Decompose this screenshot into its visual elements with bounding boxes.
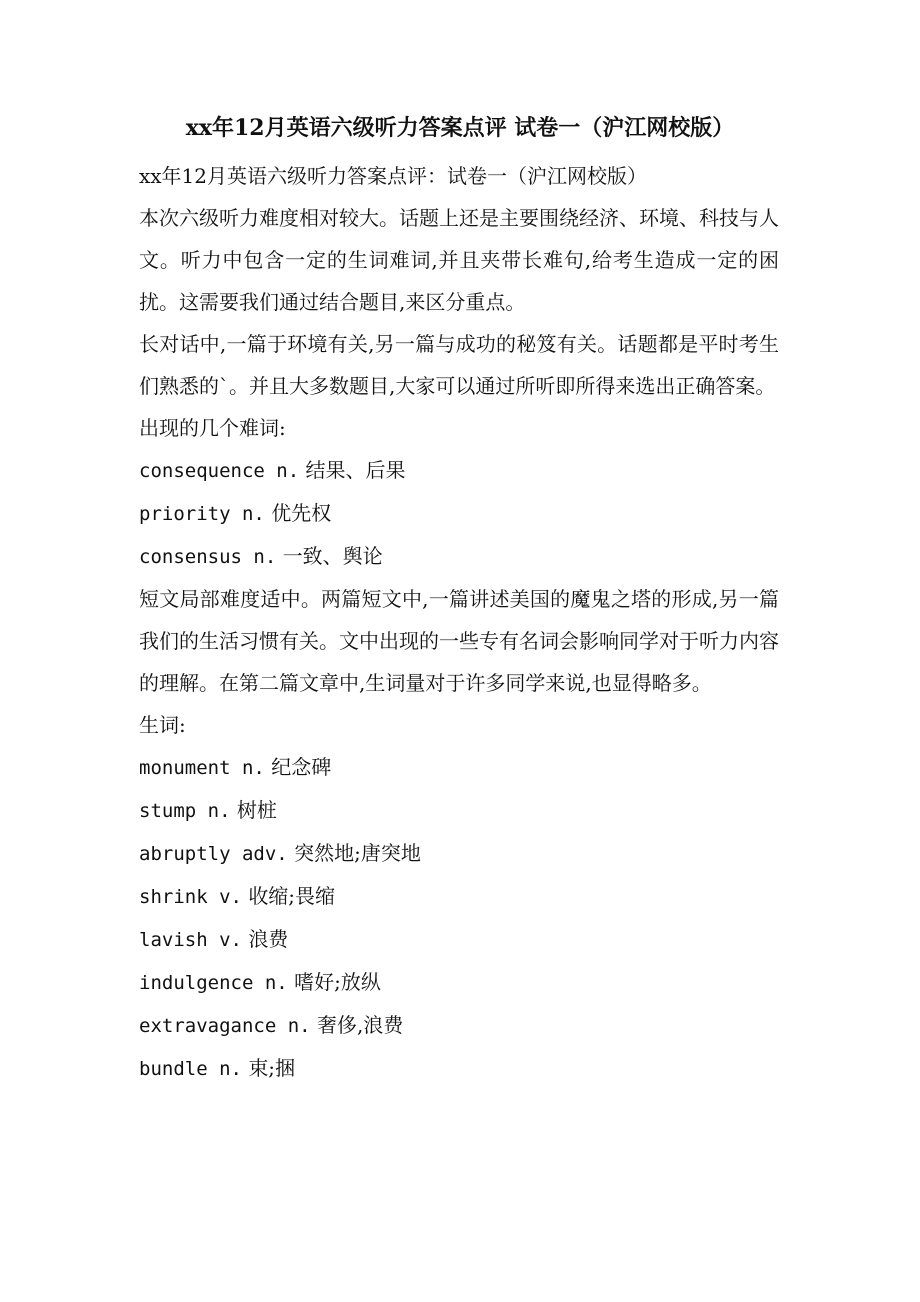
vocab-item — [139, 875, 779, 918]
vocab-item — [139, 746, 779, 789]
vocab-meaning: 一致、舆论 — [282, 544, 383, 568]
vocab-term: monument n. — [139, 757, 265, 779]
vocab-meaning: 结果、后果 — [305, 458, 406, 482]
vocab-item — [139, 832, 779, 875]
new-words-list — [139, 746, 779, 1090]
vocab-term: shrink v. — [139, 886, 242, 908]
vocab-meaning: 束;捆 — [248, 1056, 296, 1080]
long-dialogue-paragraph: 长对话中,一篇于环境有关,另一篇与成功的秘笈有关。话题都是平时考生们熟悉的`。并且大多数题目,大家可以通过所听即所得来选出正确答案。 — [139, 332, 779, 398]
vocab-item — [139, 1047, 779, 1090]
vocab-meaning: 收缩;畏缩 — [248, 884, 336, 908]
vocab-term: abruptly adv. — [139, 843, 288, 865]
vocab-meaning: 奢侈,浪费 — [316, 1013, 404, 1037]
vocab-meaning: 树桩 — [236, 798, 277, 822]
vocab-term: extravagance n. — [139, 1015, 311, 1037]
vocab-term: indulgence n. — [139, 972, 288, 994]
intro-paragraph: 本次六级听力难度相对较大。话题上还是主要围绕经济、环境、科技与人文。听力中包含一定的生词难词,并且夹带长难句,给考生造成一定的困扰。这需要我们通过结合题目,来区分重点。 — [139, 206, 779, 314]
new-words-heading: 生词: — [139, 713, 186, 737]
document-body — [139, 155, 779, 1090]
vocab-term: consequence n. — [139, 460, 300, 482]
vocab-item — [139, 492, 779, 535]
vocab-meaning: 浪费 — [248, 927, 289, 951]
document-subtitle: xx年12月英语六级听力答案点评：试卷一（沪江网校版） — [139, 164, 648, 188]
difficult-words-heading: 出现的几个难词: — [139, 416, 286, 440]
short-passage-paragraph: 短文局部难度适中。两篇短文中,一篇讲述美国的魔鬼之塔的形成,另一篇我们的生活习惯有关。文中出现的一些专有名词会影响同学对于听力内容的理解。在第二篇文章中,生词量对于许多同学来说,也显得略多。 — [139, 587, 779, 695]
vocab-meaning: 嗜好;放纵 — [294, 970, 381, 994]
vocab-item — [139, 449, 779, 492]
vocab-meaning: 纪念碑 — [271, 755, 332, 779]
difficult-words-list — [139, 449, 779, 578]
vocab-term: consensus n. — [139, 546, 277, 568]
vocab-meaning: 突然地;唐突地 — [294, 841, 421, 865]
vocab-item — [139, 535, 779, 578]
vocab-term: priority n. — [139, 503, 265, 525]
vocab-item — [139, 961, 779, 1004]
vocab-meaning: 优先权 — [271, 501, 332, 525]
vocab-item — [139, 789, 779, 832]
document-title: xx年12月英语六级听力答案点评 试卷一（沪江网校版） — [185, 115, 735, 141]
vocab-term: lavish v. — [139, 929, 242, 951]
vocab-item — [139, 918, 779, 961]
vocab-item — [139, 1004, 779, 1047]
vocab-term: stump n. — [139, 800, 231, 822]
vocab-term: bundle n. — [139, 1058, 242, 1080]
